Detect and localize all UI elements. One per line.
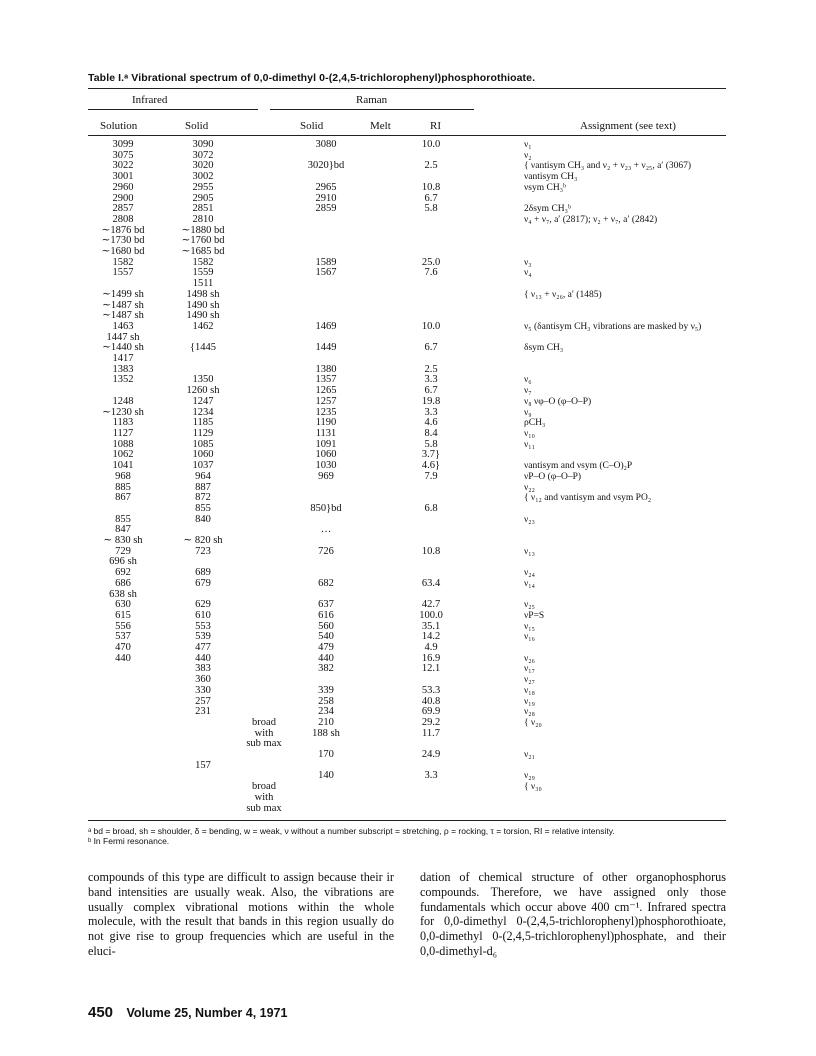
raman-header: Raman [356,94,388,106]
raman-solid-cell: 210 [318,716,334,728]
table-row [88,461,728,472]
solution-cell: 615 [115,609,131,621]
solution-cell: 867 [115,492,131,504]
assignment-cell: ν₁₇ [524,664,535,675]
raman-solid-cell: 1449 [315,342,337,354]
assignment-cell: ν₂₂ [524,482,535,493]
journal-info: Volume 25, Number 4, 1971 [126,1006,288,1020]
assignment-cell: ν₂₄ [524,568,535,579]
solution-cell: 692 [115,567,131,579]
solution-cell: 1463 [112,320,134,332]
solution-cell: 3099 [112,139,134,150]
solution-cell: 1557 [112,267,134,279]
table-row [88,793,728,804]
solid-cell: 3090 [192,139,214,150]
solid-cell: 1490 sh [186,310,220,322]
solid-cell: 539 [195,631,211,643]
raman-solid-cell: 1235 [315,406,337,418]
raman-solid-cell: 2859 [315,203,337,215]
solid-cell: 1260 sh [186,385,220,397]
table-row [88,771,728,782]
solution-cell: 537 [115,631,131,643]
table-row [88,654,728,665]
ri-cell: 42.7 [421,599,441,611]
assignment-cell: ν₂ [524,150,532,161]
footnote-a: ᵃ bd = broad, sh = shoulder, δ = bending, w = weak, ν without a number subscript = stretching, ρ = rocking, τ = torsion, RI = relative intensity. [88,826,615,836]
solid-cell: 3020 [192,160,214,172]
assignment-cell: { ν₃₀ [524,782,542,793]
solution-cell: 1127 [112,427,134,439]
table-row [88,322,728,333]
solid-cell: 440 [195,652,211,664]
solid-cell: 3072 [192,149,214,161]
solution-cell: ∼1680 bd [101,246,145,258]
solution-cell: 1352 [112,374,134,386]
table-row [88,397,728,408]
raman-solid-cell: 1567 [315,267,337,279]
ri-cell: 4.6 [424,417,438,429]
assignment-cell: νP–O (φ–O–P) [524,471,582,482]
assignment-cell: ν₂₆ [524,653,535,664]
solid-cell: 3002 [192,171,214,183]
assignment-cell: ν₄ + ν₇, a′ (2817); ν₂ + ν₇, a′ (2842) [524,214,658,225]
solution-cell: 1088 [112,438,134,450]
table-row [88,429,728,440]
assignment-cell: νantisym and νsym (C–O)₂P [524,461,633,472]
infrared-header: Infrared [132,94,168,106]
assignment-cell: ν₆ [524,375,532,386]
solid-cell: 553 [195,620,211,632]
solution-cell: 3075 [112,149,134,161]
solid-cell: 1350 [192,374,214,386]
ri-cell: 10.8 [421,181,441,193]
table-row [88,664,728,675]
note-cell: with [254,727,274,739]
assignment-cell: ν₁₆ [524,632,535,643]
table-row [88,343,728,354]
ri-cell: 6.7 [424,385,438,397]
solid-cell: 1559 [192,267,214,279]
solution-cell: 3001 [112,171,134,183]
solid-cell: ∼1760 bd [181,235,225,247]
table-row [88,686,728,697]
raman-solid-cell: 234 [318,706,334,718]
ri-cell: 100.0 [419,609,443,621]
table-row [88,515,728,526]
table-row [88,590,728,601]
ri-cell: 3.3 [424,406,438,418]
assignment-cell: ν₁₁ [524,439,535,450]
table-row [88,258,728,269]
solution-cell: 470 [115,642,131,654]
ri-cell: 24.9 [421,749,441,761]
assignment-cell: νantisym CH₃ [524,172,578,183]
ri-cell: 35.1 [421,620,441,632]
ri-cell: 10.8 [421,545,441,557]
bottom-rule [88,820,726,821]
solid-cell: 1060 [192,449,214,461]
assignment-cell: ν₂₇ [524,675,535,686]
table-row [88,697,728,708]
solid-cell: 855 [195,502,211,514]
infrared-rule [88,109,258,110]
raman-solid-cell: 1257 [315,395,337,407]
solution-cell: 1383 [112,363,134,375]
solid-cell: ∼ 820 sh [183,535,223,547]
raman-solid-cell: 1190 [315,417,337,429]
raman-solid-cell: 540 [318,631,334,643]
ri-cell: 53.3 [421,684,441,696]
table-row [88,782,728,793]
table-row [88,718,728,729]
ri-cell: 10.0 [421,139,441,150]
solid-cell: 1490 sh [186,299,220,311]
solution-cell: 3022 [112,160,134,172]
solution-cell: 1041 [112,460,134,472]
raman-solid-cell: 1131 [315,427,337,439]
assignment-cell: ν₂₁ [524,750,535,761]
solution-header: Solution [100,120,138,132]
raman-solid-cell: 616 [318,609,334,621]
note-cell: broad [252,781,276,793]
assignment-cell: ν₁₄ [524,578,535,589]
ri-cell: 19.8 [421,395,441,407]
page-footer [88,1004,287,1021]
melt-header: Melt [370,120,391,132]
table-row [88,472,728,483]
solution-cell: 2808 [112,213,134,225]
solid-cell: 2955 [192,181,214,193]
raman-solid-cell: 1469 [315,320,337,332]
raman-solid-cell: 140 [318,770,334,782]
note-cell: broad [252,716,276,728]
solution-cell: 2960 [112,181,134,193]
ri-cell: 4.9 [424,642,438,654]
note-cell: with [254,791,274,803]
table-row [88,547,728,558]
table-row [88,707,728,718]
table-row [88,247,728,258]
raman-solid-header: Solid [300,120,324,132]
table-row [88,557,728,568]
solution-cell: 1417 [112,353,134,365]
table-row [88,290,728,301]
assignment-cell: { νantisym CH₃ and ν₂ + ν₂₃ + ν₂₅, a′ (3067) [524,161,692,172]
raman-solid-cell: 2965 [315,181,337,193]
table-row [88,161,728,172]
table-row [88,761,728,772]
ri-cell: 40.8 [421,695,441,707]
table-row [88,386,728,397]
assignment-cell: ν₇ [524,386,532,397]
ri-cell: 14.2 [421,631,441,643]
assignment-cell: νsym CH₃ᵇ [524,182,566,193]
ri-cell: 5.8 [424,203,438,215]
raman-rule [270,109,474,110]
table-row [88,354,728,365]
ri-cell: 12.1 [421,663,441,675]
solution-cell: 440 [115,652,131,664]
raman-solid-cell: 339 [318,684,334,696]
ri-cell: 5.8 [424,438,438,450]
assignment-cell: ν₅ (δantisym CH₃ vibrations are masked by ν₅) [524,321,702,332]
assignment-cell: ν₁₃ [524,546,535,557]
raman-solid-cell: 1589 [315,256,337,268]
raman-solid-cell: 3020}bd [307,160,345,172]
assignment-cell: ν₂₈ [524,707,535,718]
top-rule [88,88,726,89]
table-row [88,643,728,654]
table-row [88,600,728,611]
assignment-cell: ν₁₅ [524,621,535,632]
assignment-cell: δsym CH₃ [524,343,564,354]
note-cell: sub max [246,802,282,814]
table-row [88,311,728,322]
raman-solid-cell: 726 [318,545,334,557]
solution-cell: 686 [115,577,131,589]
assignment-cell: ν₁₉ [524,696,535,707]
solid-cell: 840 [195,513,211,525]
solid-cell: 2905 [192,192,214,204]
table-row [88,579,728,590]
ri-cell: 3.3 [424,374,438,386]
raman-solid-cell: 1060 [315,449,337,461]
ri-cell: 11.7 [422,727,440,739]
solid-cell: 477 [195,642,211,654]
solid-cell: 1498 sh [186,288,220,300]
raman-solid-cell: 1265 [315,385,337,397]
table-row [88,536,728,547]
solution-cell: 855 [115,513,131,525]
solution-cell: 1582 [112,256,134,268]
ri-cell: 25.0 [421,256,441,268]
table-row [88,140,728,151]
table-row [88,183,728,194]
table-row [88,750,728,761]
solution-cell: 696 sh [109,556,137,568]
ri-cell: 7.9 [424,470,438,482]
solid-cell: 679 [195,577,211,589]
solid-cell: 1462 [192,320,214,332]
table-row [88,739,728,750]
raman-solid-cell: 440 [318,652,334,664]
raman-solid-cell: 188 sh [312,727,340,739]
table-row [88,204,728,215]
table-row [88,418,728,429]
body-text-right: dation of chemical structure of other organophosphorus compounds. Therefore, we have assigned only those fundamentals which occur above 400 cm⁻¹. Infrared spectra for 0,0-dimethyl 0-(2,4,5-trichlorophenyl)phosphorothioate, 0,0-dimethyl 0-(2,4,5-trichlorophenyl)phosphate, and their 0,0-dimethyl-d₆ [420,870,726,958]
assignment-cell: ρCH₃ [524,418,546,429]
table-row [88,729,728,740]
table-row [88,632,728,643]
raman-solid-cell: 382 [318,663,334,675]
raman-solid-cell: 479 [318,642,334,654]
solution-cell: 1183 [112,417,134,429]
table-row [88,804,728,815]
assignment-cell: ν₂₅ [524,600,535,611]
solution-cell: ∼1730 bd [101,235,145,247]
solid-cell: 964 [195,470,211,482]
ri-cell: 2.5 [424,363,438,375]
raman-solid-cell: 1357 [315,374,337,386]
solution-cell: 1062 [112,449,134,461]
raman-solid-cell: 560 [318,620,334,632]
ri-cell: 6.8 [424,502,438,514]
raman-solid-cell: 969 [318,470,334,482]
solid-cell: 360 [195,674,211,686]
ri-header: RI [430,120,441,132]
assignment-cell: νP=S [524,610,545,621]
vibrational-table [88,140,728,814]
table-row [88,151,728,162]
table-row [88,611,728,622]
solution-cell: ∼1487 sh [102,299,144,311]
ri-cell: 16.9 [421,652,441,664]
raman-solid-cell: … [320,524,332,536]
solid-cell: ∼1685 bd [181,246,225,258]
ri-cell: 3.3 [424,770,438,782]
ri-cell: 6.7 [424,192,438,204]
raman-solid-cell: 2910 [315,192,337,204]
assignment-cell: ν₄ [524,268,532,279]
raman-solid-cell: 682 [318,577,334,589]
ri-cell: 2.5 [424,160,438,172]
body-text-left: compounds of this type are difficult to assign because their ir band intensities are usually weak. Also, the vibrations are usually complex vibrational motions within the whole molecule, with the result that bands in this region usually do not give rise to group frequencies which are useful in the eluci- [88,870,394,958]
solution-cell: 2857 [112,203,134,215]
solution-cell: 556 [115,620,131,632]
solid-cell: 689 [195,567,211,579]
table-row [88,440,728,451]
solid-cell: {1445 [189,342,217,354]
assignment-cell: ν₉ [524,407,532,418]
solid-cell: 231 [195,706,211,718]
ri-cell: 6.7 [424,342,438,354]
ri-cell: 63.4 [421,577,441,589]
table-row [88,279,728,290]
table-row [88,483,728,494]
assignment-cell: ν₂₃ [524,514,535,525]
ri-cell: 29.2 [421,716,441,728]
raman-solid-cell: 258 [318,695,334,707]
table-row [88,268,728,279]
assignment-cell: { ν₁₃ + ν₂₆, a′ (1485) [524,289,602,300]
solid-cell: 723 [195,545,211,557]
solution-cell: ∼1230 sh [102,406,144,418]
solid-cell: 1582 [192,256,214,268]
footnote-b: ᵇ In Fermi resonance. [88,836,170,846]
ri-cell: 10.0 [421,320,441,332]
page-number: 450 [88,1004,114,1021]
raman-solid-cell: 637 [318,599,334,611]
table-title: Table I.ᵃ Vibrational spectrum of 0,0-dimethyl 0-(2,4,5-trichlorophenyl)phosphorothioate. [88,72,536,84]
ri-cell: 8.4 [424,427,438,439]
raman-solid-cell: 850}bd [310,502,342,514]
solution-cell: 630 [115,599,131,611]
table-row [88,172,728,183]
solution-cell: 1248 [112,395,134,407]
solution-cell: 2900 [112,192,134,204]
solution-cell: ∼1876 bd [101,224,145,236]
raman-solid-cell: 1380 [315,363,337,375]
solid-cell: 383 [195,663,211,675]
solution-cell: 968 [115,470,131,482]
solid-cell: ∼1880 bd [181,224,225,236]
assignment-cell: ν₁₀ [524,428,535,439]
table-row [88,375,728,386]
solution-cell: 638 sh [109,588,137,600]
assignment-cell: ν₃ [524,257,532,268]
ri-cell: 69.9 [421,706,441,718]
solid-cell: 2851 [192,203,214,215]
solid-cell: 872 [195,492,211,504]
raman-solid-cell: 1091 [315,438,337,450]
solid-cell: 1247 [192,395,214,407]
solid-cell: 1129 [192,427,214,439]
solution-cell: ∼1487 sh [102,310,144,322]
solid-header: Solid [185,120,209,132]
solution-cell: 847 [115,524,131,536]
table-row [88,194,728,205]
ri-cell: 7.6 [424,267,438,279]
assignment-header: Assignment (see text) [580,120,676,132]
ri-cell: 3.7} [421,449,441,461]
raman-solid-cell: 170 [318,749,334,761]
table-row [88,333,728,344]
header-rule [88,135,726,136]
footnotes [88,826,615,846]
assignment-cell: ν₁ [524,140,532,150]
assignment-cell: ν₈ νφ–O (φ–O–P) [524,396,592,407]
assignment-cell: 2δsym CH₃ᵇ [524,204,571,215]
assignment-cell: ν₂₉ [524,771,535,782]
assignment-cell: ν₁₈ [524,685,535,696]
solid-cell: 1085 [192,438,214,450]
solid-cell: 1037 [192,460,214,472]
table-row [88,493,728,504]
table-row [88,301,728,312]
table-row [88,622,728,633]
solid-cell: 1511 [192,278,214,290]
table-row [88,365,728,376]
solid-cell: 887 [195,481,211,493]
solution-cell: 729 [115,545,131,557]
note-cell: sub max [246,738,282,750]
raman-solid-cell: 1030 [315,460,337,472]
assignment-cell: { ν₂₀ [524,717,542,728]
solution-cell: ∼1440 sh [102,342,144,354]
table-row [88,408,728,419]
table-row [88,675,728,686]
solid-cell: 157 [195,759,211,771]
solid-cell: 330 [195,684,211,696]
solid-cell: 2810 [192,213,214,225]
solution-cell: ∼1499 sh [102,288,144,300]
solid-cell: 1185 [192,417,214,429]
raman-solid-cell: 3080 [315,139,337,150]
solution-cell: 1447 sh [106,331,140,343]
solid-cell: 629 [195,599,211,611]
solid-cell: 610 [195,609,211,621]
solid-cell: 257 [195,695,211,707]
ri-cell: 4.6} [421,460,441,472]
table-row [88,504,728,515]
assignment-cell: { ν₁₂ and νantisym and νsym PO₂ [524,493,652,504]
table-row [88,450,728,461]
solution-cell: 885 [115,481,131,493]
table-row [88,568,728,579]
solid-cell: 1234 [192,406,214,418]
solution-cell: ∼ 830 sh [103,535,143,547]
